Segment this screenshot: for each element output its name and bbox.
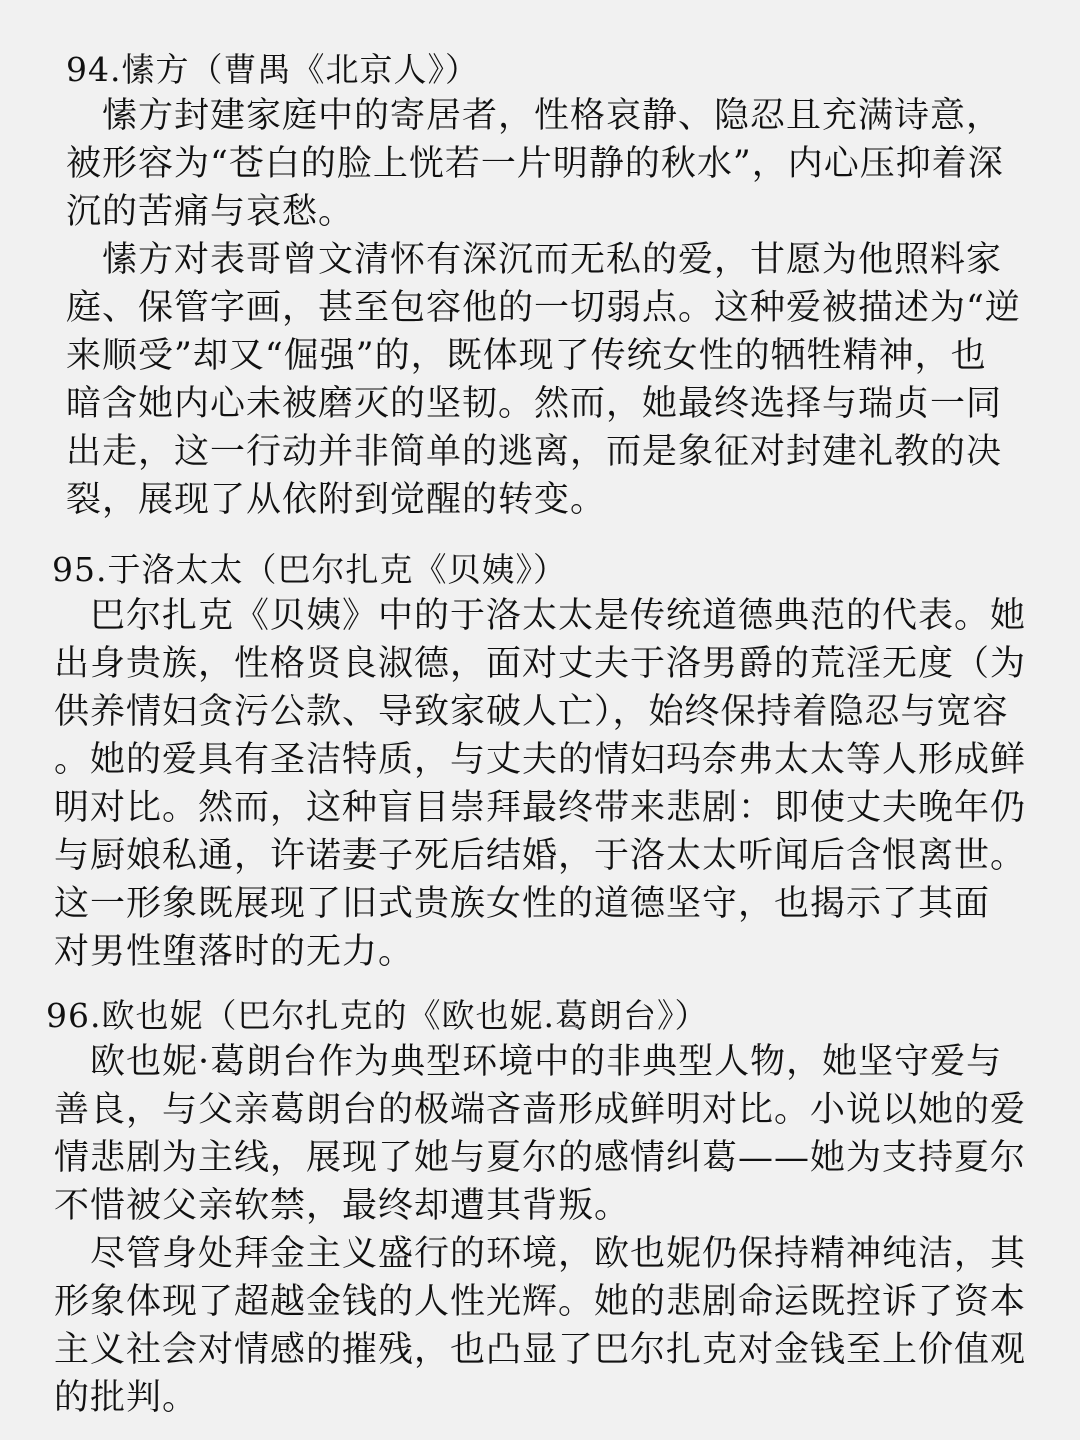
text-line: 出身贵族，性格贤良淑德，面对丈夫于洛男爵的荒淫无度（为 bbox=[54, 644, 1027, 684]
text-line: 暗含她内心未被磨灭的坚韧。然而，她最终选择与瑞贞一同 bbox=[66, 384, 1003, 424]
text-line: 来顺受”却又“倔强”的，既体现了传统女性的牺牲精神，也 bbox=[66, 336, 987, 376]
paragraph bbox=[0, 236, 1080, 524]
text-line: 沉的苦痛与哀愁。 bbox=[66, 192, 355, 232]
paragraph bbox=[0, 1230, 1080, 1422]
text-line: 主义社会对情感的摧残，也凸显了巴尔扎克对金钱至上价值观 bbox=[54, 1330, 1027, 1370]
text-line: 供养情妇贪污公款、导致家破人亡），始终保持着隐忍与宽容 bbox=[54, 692, 1009, 732]
paragraph bbox=[0, 1038, 1080, 1230]
text-line: 与厨娘私通，许诺妻子死后结婚，于洛太太听闻后含恨离世。 bbox=[54, 836, 1027, 876]
text-line: 对男性堕落时的无力。 bbox=[54, 932, 415, 972]
text-line: 的批判。 bbox=[54, 1378, 199, 1418]
section-94 bbox=[0, 48, 1080, 524]
text-line: 明对比。然而，这种盲目崇拜最终带来悲剧：即使丈夫晚年仍 bbox=[54, 788, 1027, 828]
text-line: 欧也妮·葛朗台作为典型环境中的非典型人物，她坚守爱与 bbox=[54, 1042, 1003, 1082]
section-heading: 94.愫方（曹禺《北京人》） bbox=[66, 50, 479, 89]
section-heading: 95.于洛太太（巴尔扎克《贝姨》） bbox=[52, 550, 567, 589]
paragraph bbox=[0, 592, 1080, 976]
text-line: 这一形象既展现了旧式贵族女性的道德坚守，也揭示了其面 bbox=[54, 884, 991, 924]
text-line: 庭、保管字画，甚至包容他的一切弱点。这种爱被描述为“逆 bbox=[66, 288, 1021, 328]
text-line: 被形容为“苍白的脸上恍若一片明静的秋水”，内心压抑着深 bbox=[66, 144, 1004, 184]
text-line: 愫方封建家庭中的寄居者，性格哀静、隐忍且充满诗意， bbox=[66, 96, 1003, 136]
text-line: 情悲剧为主线，展现了她与夏尔的感情纠葛——她为支持夏尔 bbox=[54, 1138, 1027, 1178]
text-line: 。她的爱具有圣洁特质，与丈夫的情妇玛奈弗太太等人形成鲜 bbox=[54, 740, 1027, 780]
text-line: 出走，这一行动并非简单的逃离，而是象征对封建礼教的决 bbox=[66, 432, 1003, 472]
text-line: 不惜被父亲软禁，最终却遭其背叛。 bbox=[54, 1186, 631, 1226]
section-heading: 96.欧也妮（巴尔扎克的《欧也妮.葛朗台》） bbox=[46, 996, 709, 1035]
text-line: 巴尔扎克《贝姨》中的于洛太太是传统道德典范的代表。她 bbox=[54, 596, 1027, 636]
section-95 bbox=[0, 548, 1080, 976]
text-line: 尽管身处拜金主义盛行的环境，欧也妮仍保持精神纯洁，其 bbox=[54, 1234, 1027, 1274]
text-line: 愫方对表哥曾文清怀有深沉而无私的爱，甘愿为他照料家 bbox=[66, 240, 1003, 280]
text-line: 裂，展现了从依附到觉醒的转变。 bbox=[66, 480, 607, 520]
text-line: 善良，与父亲葛朗台的极端吝啬形成鲜明对比。小说以她的爱 bbox=[54, 1090, 1027, 1130]
text-line: 形象体现了超越金钱的人性光辉。她的悲剧命运既控诉了资本 bbox=[54, 1282, 1027, 1322]
section-96 bbox=[0, 994, 1080, 1422]
paragraph bbox=[0, 92, 1080, 236]
